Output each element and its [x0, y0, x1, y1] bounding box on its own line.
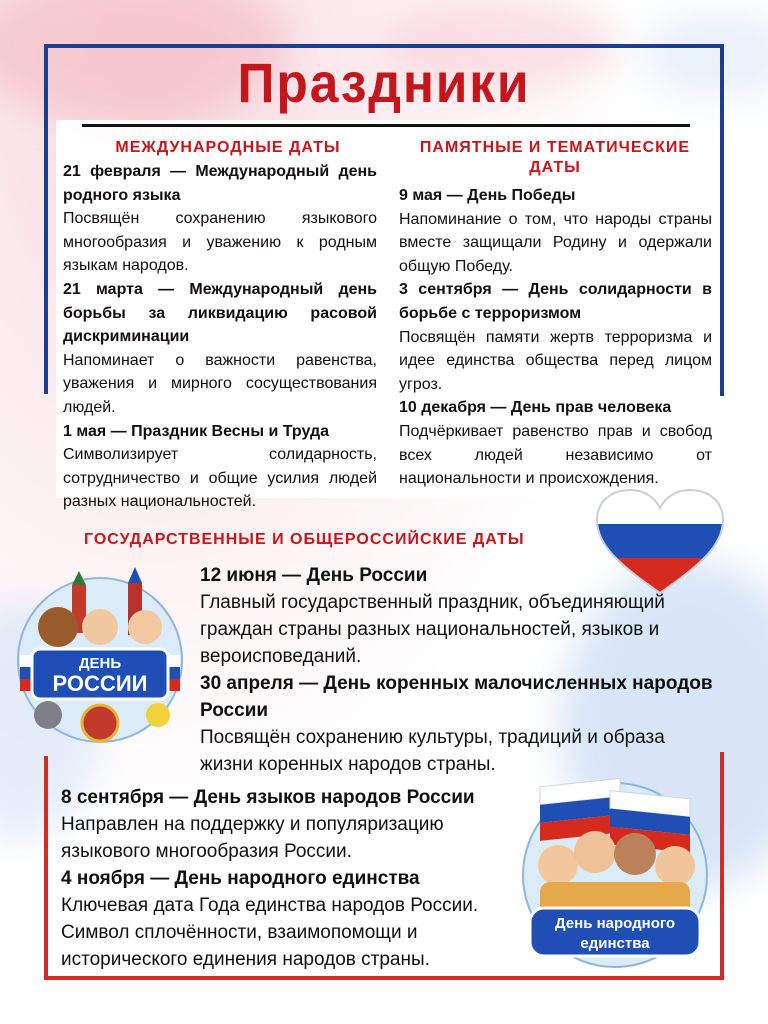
- unity-day-badge-line2: единства: [580, 935, 650, 952]
- state-item-text: Направлен на поддержку и популяризацию языкового многообразия России.: [61, 814, 444, 862]
- international-item-date: 21 февраля — Международный день родного языка: [63, 163, 377, 204]
- state-item-date: 30 апреля — День коренных малочисленных народов России: [200, 673, 713, 721]
- state-item-text: Главный государственный праздник, объединяющий граждан страны разных национальностей, языков и вероисповеданий.: [200, 592, 665, 667]
- state-item-date: 4 ноября — День народного единства: [61, 868, 420, 889]
- state-item-text: Ключевая дата Года единства народов России. Символ сплочённости, взаимопомощи и исторического единения народов страны.: [61, 895, 479, 970]
- russia-day-badge-line1: ДЕНЬ: [78, 655, 122, 672]
- frame-bottom-border: [44, 976, 724, 980]
- state-item-text: Посвящён сохранению культуры, традиций и образа жизни коренных народов страны.: [200, 727, 665, 775]
- international-item-date: 21 марта — Международный день борьбы за ликвидацию расовой дискриминации: [63, 280, 377, 346]
- russia-day-badge-icon: [10, 565, 190, 750]
- memorial-item-date: 10 декабря — День прав человека: [399, 399, 672, 417]
- state-item-date: 12 июня — День России: [200, 565, 428, 586]
- international-heading: МЕЖДУНАРОДНЫЕ ДАТЫ: [115, 139, 341, 156]
- memorial-heading: ПАМЯТНЫЕ И ТЕМАТИЧЕСКИЕ ДАТЫ: [419, 139, 691, 176]
- frame-left-border-red: [44, 756, 48, 980]
- frame-right-border-red: [720, 752, 724, 980]
- state-list-bottom: [61, 784, 511, 973]
- memorial-item-text: Напоминание о том, что народы страны вместе защищали Родину и одержали общую Победу.: [399, 210, 712, 275]
- page-title: Праздники: [237, 51, 531, 114]
- memorial-item-date: 3 сентября — День солидарности в борьбе с терроризмом: [399, 281, 712, 322]
- memorial-list: [399, 184, 712, 491]
- international-item-date: 1 мая — Праздник Весны и Труда: [63, 422, 329, 440]
- memorial-item-date: 9 мая — День Победы: [399, 187, 576, 204]
- frame-top-border: [44, 44, 724, 48]
- russia-day-badge-line2: РОССИИ: [52, 671, 148, 696]
- state-heading: ГОСУДАРСТВЕННЫЕ И ОБЩЕРОССИЙСКИЕ ДАТЫ: [84, 531, 525, 548]
- unity-day-badge-icon: [510, 770, 720, 970]
- title-underline: [82, 124, 690, 127]
- international-item-text: Напоминает о важности равенства, уважения и мирного сосуществования людей.: [63, 351, 377, 416]
- international-item-text: Символизирует солидарность, сотрудничество и общие усилия людей разных национальностей.: [63, 446, 377, 511]
- memorial-item-text: Посвящён памяти жертв терроризма и идее единства общества перед лицом угроз.: [399, 328, 712, 393]
- international-list: [63, 160, 377, 514]
- memorial-item-text: Подчёркивает равенство прав и свобод всех людей независимо от национальности и происхождения.: [399, 422, 712, 488]
- international-item-text: Посвящён сохранению языкового многообразия и уважению к родным языкам народов.: [63, 210, 377, 275]
- unity-day-badge-line1: День народного: [554, 915, 676, 932]
- state-item-date: 8 сентября — День языков народов России: [61, 787, 475, 808]
- state-list-top: [200, 562, 720, 778]
